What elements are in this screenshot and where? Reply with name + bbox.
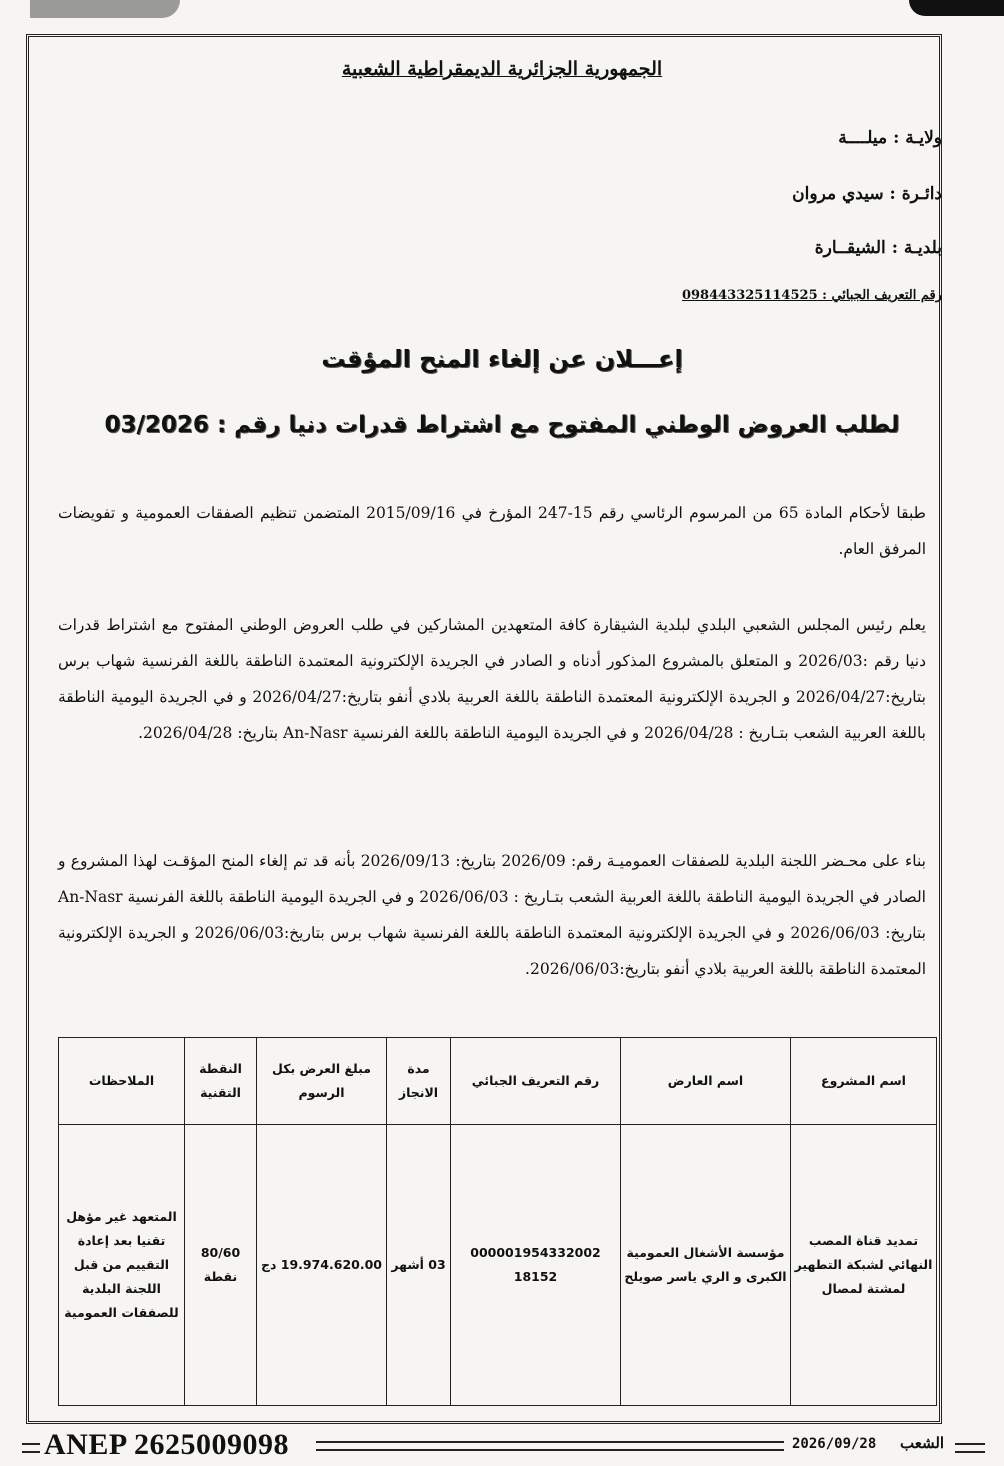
- header-duration: مدة الانجاز: [387, 1038, 451, 1125]
- daira-line: دائـرة : سيدي مروان: [792, 184, 942, 204]
- cell-duration: 03 أشهر: [387, 1125, 451, 1406]
- scan-artifact-left: [30, 0, 180, 18]
- anep-reference: ANEP 2625009098: [44, 1428, 290, 1461]
- table-row: [59, 1125, 937, 1406]
- cell-score: 80/60 نقطة: [185, 1125, 257, 1406]
- header-bidder: اسم العارض: [621, 1038, 791, 1125]
- cell-bidder: مؤسسة الأشغال العمومية الكبرى و الري ياسر صويلح: [621, 1125, 791, 1406]
- announcement-title: إعـــلان عن إلغاء المنح المؤقت: [321, 345, 683, 373]
- footer-rule: [22, 1443, 40, 1453]
- wilaya-line: ولايـة : ميلــــة: [838, 128, 942, 148]
- cell-notes: المتعهد غير مؤهل تقنيا بعد إعادة التقييم من قبل اللجنة البلدية للصفقات العمومية: [59, 1125, 185, 1406]
- cell-project: تمديد قناة المصب النهائي لشبكة التطهير لمشتة لمصال: [791, 1125, 937, 1406]
- paragraph-legal-basis: طبقا لأحكام المادة 65 من المرسوم الرئاسي رقم 15-247 المؤرخ في 2015/09/16 المتضمن تنظيم الصفقات العمومية و تفويضات المرفق العام.: [58, 504, 926, 558]
- footer-rule: [316, 1441, 784, 1451]
- footer-rule: [955, 1443, 985, 1453]
- republic-heading: الجمهورية الجزائرية الديمقراطية الشعبية: [341, 58, 663, 80]
- paragraph-cancellation: بناء على محـضر اللجنة البلدية للصفقات العموميـة رقم: 2026/09 بتاريخ: 2026/09/13 بأنه قد تم إلغاء المنح المؤقـت لهذا المشروع و الصادر في الجريدة اليومية الناطقة باللغة العربية الشعب بتـاريخ : 2026/06/03 و في الجريدة اليومية الناطقة باللغة الفرنسية An-Nasr بتاريخ: 2026/06/03 و في الجريدة الإلكترونية المعتمدة الناطقة باللغة الفرنسية شهاب برس بتاريخ:2026/06/03 و الجريدة الإلكترونية المعتمدة الناطقة باللغة العربية بلادي أنفو بتاريخ:2026/06/03.: [58, 852, 926, 978]
- publication-date: 2026/09/28: [792, 1436, 877, 1452]
- results-table: [58, 1037, 937, 1406]
- table-header-row: [59, 1038, 937, 1125]
- header-nif: رقم التعريف الجبائي: [451, 1038, 621, 1125]
- nif-line: رقم التعريف الجبائي : 098443325114525: [681, 288, 942, 303]
- paragraph-notice: يعلم رئيس المجلس الشعبي البلدي لبلدية الشيقارة كافة المتعهدين المشاركين في طلب العروض الوطني المفتوح مع اشتراط قدرات دنيا رقم :2026/03 و المتعلق بالمشروع المذكور أدناه و الصادر في الجريدة الإلكترونية المعتمدة الناطقة باللغة الفرنسية شهاب برس بتاريخ:2026/04/27 و الجريدة الإلكترونية المعتمدة الناطقة باللغة العربية بلادي أنفو بتاريخ:2026/04/27 و في الجريدة اليومية الناطقة باللغة العربية الشعب بتـاريخ : 2026/04/28 و في الجريدة اليومية الناطقة باللغة الفرنسية An-Nasr بتاريخ: 2026/04/28.: [58, 616, 926, 742]
- scan-artifact-right: [909, 0, 1004, 16]
- header-amount: مبلغ العرض بكل الرسوم: [257, 1038, 387, 1125]
- header-score: النقطة التقنية: [185, 1038, 257, 1125]
- scan-edge: [0, 0, 1004, 20]
- cell-nif: 000001954332002 18152: [451, 1125, 621, 1406]
- publication-name: الشعب: [900, 1434, 945, 1452]
- announcement-subtitle: لطلب العروض الوطني المفتوح مع اشتراط قدرات دنيا رقم : 03/2026: [104, 412, 900, 438]
- header-project: اسم المشروع: [791, 1038, 937, 1125]
- cell-amount: 19.974.620.00 دج: [257, 1125, 387, 1406]
- header-notes: الملاحظات: [59, 1038, 185, 1125]
- footer: [0, 1424, 1004, 1466]
- baladia-line: بلديـة : الشيقــارة: [814, 238, 942, 258]
